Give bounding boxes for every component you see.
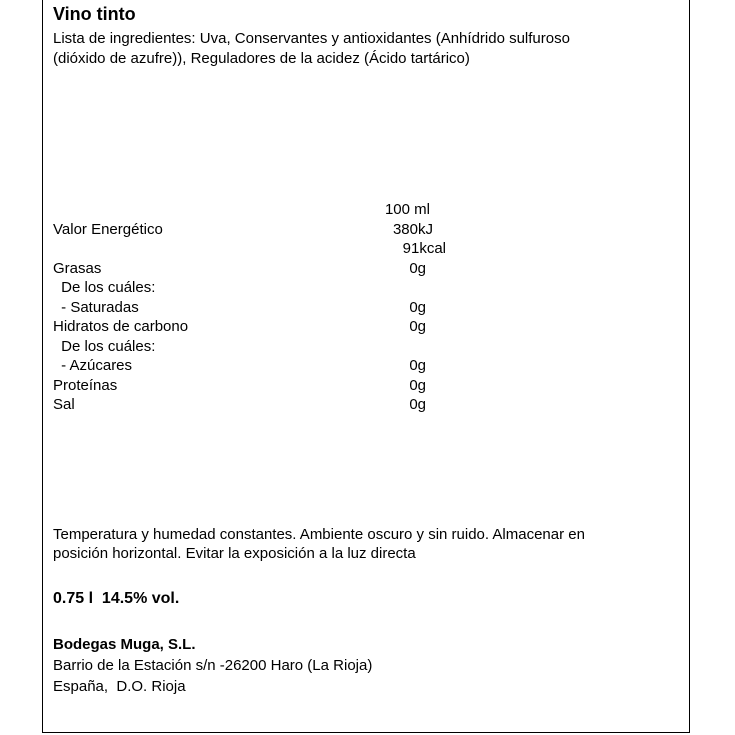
nutrient-label: - Saturadas [57, 299, 139, 316]
energy-kj: 380kJ [392, 221, 433, 238]
producer-name: Bodegas Muga, S.L. [53, 636, 196, 653]
product-title: Vino tinto [53, 4, 136, 24]
nutrient-value: 0g [409, 377, 426, 394]
storage-line-1: Temperatura y humedad constantes. Ambiente oscuro y sin ruido. Almacenar en [53, 526, 585, 543]
nutrient-value: 0g [409, 396, 426, 413]
ingredients-line-1: Lista de ingredientes: Uva, Conservantes y antioxidantes (Anhídrido sulfuroso [53, 30, 570, 47]
nutrient-value: 0g [409, 260, 426, 277]
storage-line-2: posición horizontal. Evitar la exposición a la luz directa [53, 545, 416, 562]
nutrient-label: De los cuáles: [57, 338, 156, 355]
nutrient-value: 0g [409, 357, 426, 374]
volume-alcohol: 0.75 l 14.5% vol. [53, 590, 180, 607]
nutrient-label: Grasas [53, 260, 102, 277]
nutrient-value: 0g [409, 318, 426, 335]
nutrient-label: Sal [53, 396, 75, 413]
nutrition-per-header: 100 ml [384, 201, 430, 218]
energy-kcal: 91kcal [402, 240, 446, 257]
producer-origin: España, D.O. Rioja [53, 678, 186, 695]
nutrient-label: Hidratos de carbono [53, 318, 189, 335]
nutrient-value: 0g [409, 299, 426, 316]
ingredients-line-2: (dióxido de azufre)), Reguladores de la acidez (Ácido tartárico) [53, 50, 470, 67]
nutrient-label: De los cuáles: [57, 279, 156, 296]
nutrient-label: - Azúcares [57, 357, 133, 374]
nutrient-label: Proteínas [53, 377, 118, 394]
producer-address: Barrio de la Estación s/n -26200 Haro (La Rioja) [53, 657, 373, 674]
energy-label: Valor Energético [53, 221, 163, 238]
